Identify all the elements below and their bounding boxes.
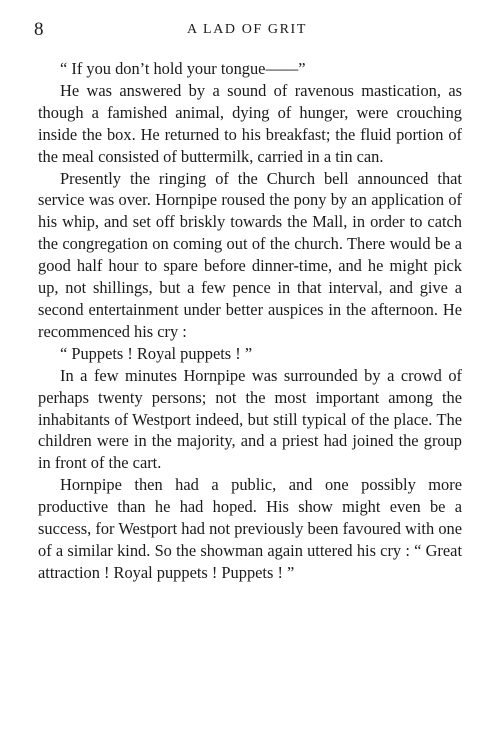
paragraph-dialogue-tongue: “ If you don’t hold your tongue——” bbox=[60, 59, 306, 78]
running-title: A LAD OF GRIT bbox=[187, 22, 307, 37]
paragraph-crowd: In a few minutes Hornpipe was surrounded by a crowd of perhaps twenty persons; not the most important among the inhabitants of Westport indeed, but still typical of the place. The children were in the majority, and a priest had joined the group in front of the cart. bbox=[38, 365, 462, 473]
paragraph-public: Hornpipe then had a public, and one possibly more productive than he had hoped. His show might even be a success, for Westport had not previously been favoured with one of a similar kind. So the showman again uttered his cry : “ Great attraction ! Royal puppets ! Puppets ! ” bbox=[38, 475, 462, 582]
paragraph-mastication: He was answered by a sound of ravenous mastication, as though a famished animal, dying of hunger, were crouching inside the box. He returned to his breakfast; the fluid portion of the meal consisted of buttermilk, carried in a tin can. bbox=[38, 80, 462, 166]
page-header bbox=[32, 19, 462, 43]
paragraph-church-bell: Presently the ringing of the Church bell announced that service was over. Hornpipe roused the pony by an application of his whip, and set off briskly towards the Mall, in order to catch the congregation on coming out of the church. There would be a good half hour to spare before dinner-time, and he might pick up, not shillings, but a few pence in that interval, and give a second entertainment under better auspices in the afternoon. He recommenced his cry : bbox=[38, 168, 462, 341]
page-body bbox=[38, 58, 462, 584]
page-number: 8 bbox=[34, 19, 44, 40]
paragraph-puppets-cry: “ Puppets ! Royal puppets ! ” bbox=[60, 343, 253, 363]
